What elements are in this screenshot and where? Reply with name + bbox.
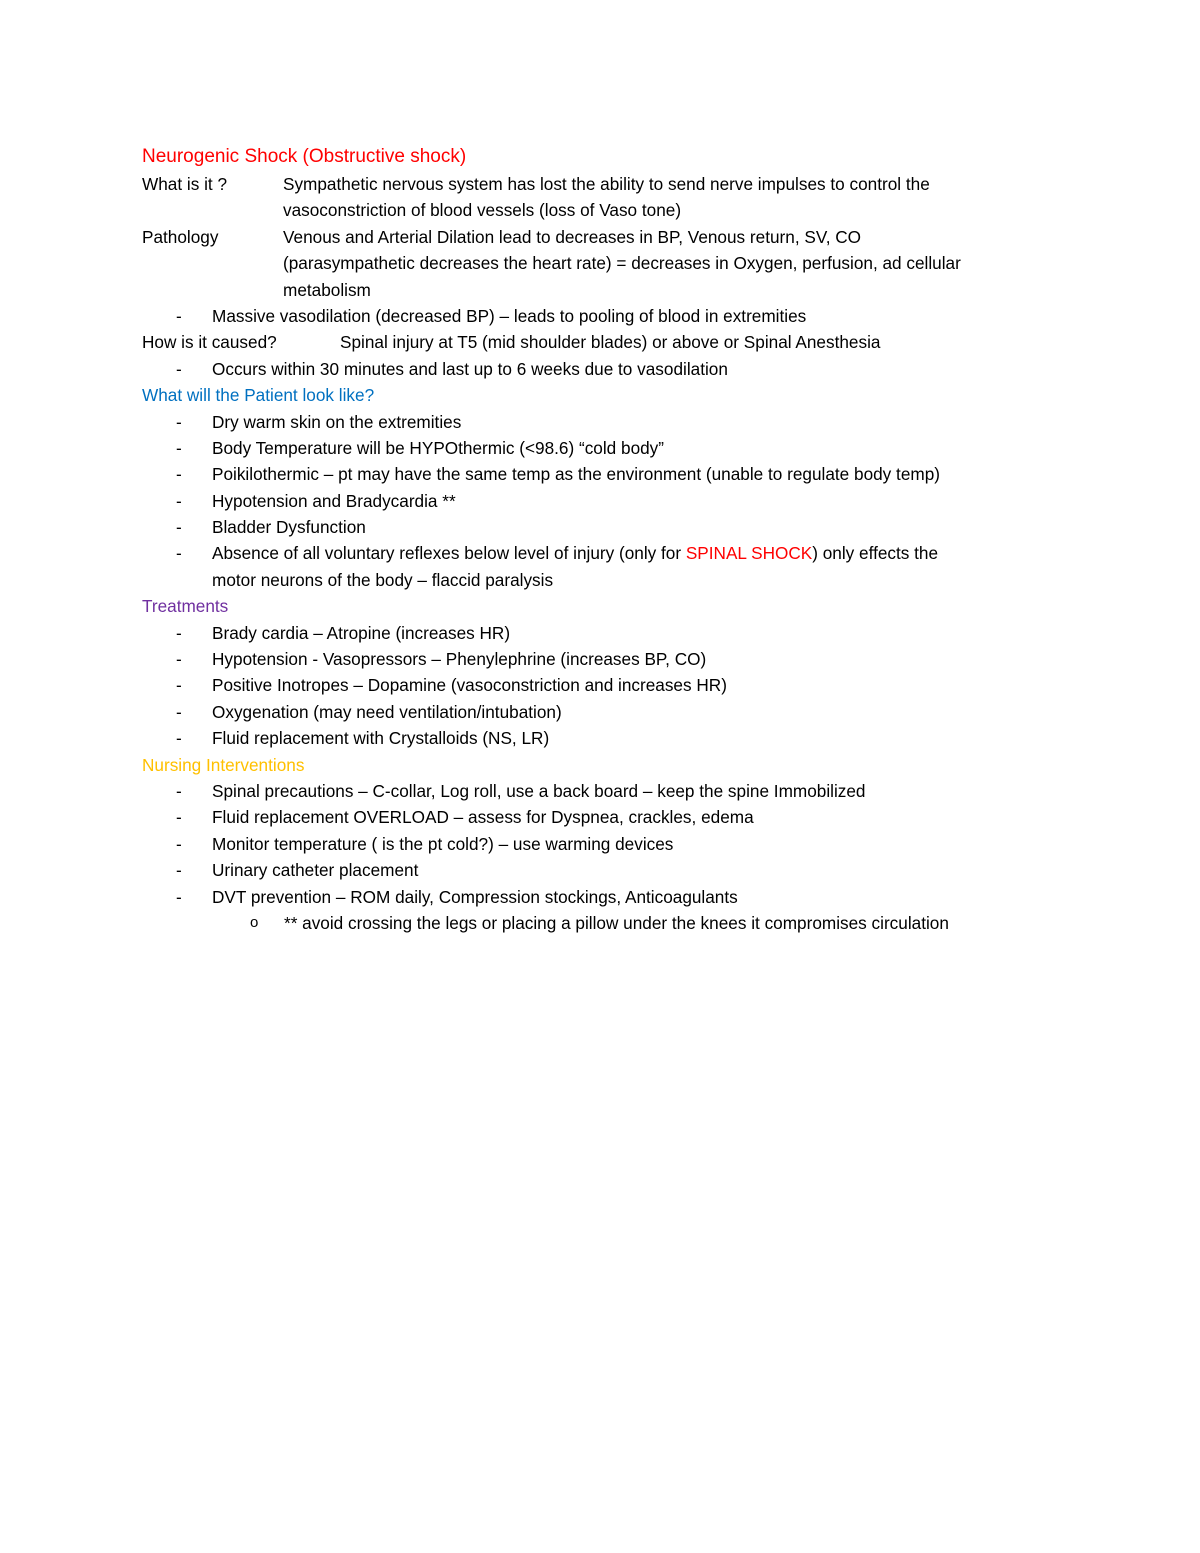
- list-item: [142, 356, 1072, 382]
- caused-text: Spinal injury at T5 (mid shoulder blades) or above or Spinal Anesthesia: [340, 332, 881, 353]
- what-is-it-label: What is it ?: [142, 174, 228, 194]
- list-item: [142, 646, 1072, 672]
- list-item: [142, 409, 1072, 435]
- treatment-bullet: Oxygenation (may need ventilation/intubation): [212, 701, 562, 722]
- patient-heading: What will the Patient look like?: [142, 385, 375, 406]
- treatment-bullet: Brady cardia – Atropine (increases HR): [212, 622, 511, 643]
- bullet-dash: -: [176, 860, 182, 881]
- document-content: [142, 143, 1072, 936]
- page-title: Neurogenic Shock (Obstructive shock): [142, 146, 467, 167]
- bullet-dash: -: [176, 543, 182, 564]
- bullet-dash: -: [176, 701, 182, 722]
- reflexes-text-before: Absence of all voluntary reflexes below level of injury (only for: [212, 543, 686, 564]
- bullet-dash: -: [176, 649, 182, 670]
- list-item: [142, 725, 1072, 751]
- nursing-bullet: Spinal precautions – C-collar, Log roll, use a back board – keep the spine Immobilized: [212, 780, 866, 801]
- bullet-dash: -: [176, 411, 182, 432]
- what-is-it-text-1: Sympathetic nervous system has lost the ability to send nerve impulses to control the: [283, 174, 930, 194]
- patient-bullet: Bladder Dysfunction: [212, 517, 366, 538]
- bullet-dash: -: [176, 886, 182, 907]
- pathology-bullet: Massive vasodilation (decreased BP) – leads to pooling of blood in extremities: [212, 305, 807, 326]
- caused-row: [142, 329, 1072, 355]
- sub-bullet-marker: o: [250, 913, 259, 931]
- list-item: [142, 804, 1072, 830]
- list-item: [142, 620, 1072, 646]
- bullet-dash: -: [176, 728, 182, 749]
- bullet-dash: -: [176, 833, 182, 854]
- list-item: [142, 699, 1072, 725]
- treatment-bullet: Hypotension - Vasopressors – Phenylephrine (increases BP, CO): [212, 649, 707, 670]
- list-item: [142, 488, 1072, 514]
- pathology-row: [142, 224, 1072, 250]
- list-item: [142, 884, 1072, 910]
- sub-list-item: [142, 910, 1072, 936]
- nursing-bullet: DVT prevention – ROM daily, Compression stockings, Anticoagulants: [212, 886, 738, 907]
- pathology-text-1: Venous and Arterial Dilation lead to decreases in BP, Venous return, SV, CO: [283, 226, 862, 247]
- nursing-bullet: Fluid replacement OVERLOAD – assess for Dyspnea, crackles, edema: [212, 807, 754, 828]
- list-item: [142, 672, 1072, 698]
- nursing-sub-bullet: ** avoid crossing the legs or placing a pillow under the knees it compromises circulation: [284, 912, 949, 933]
- bullet-dash: -: [176, 464, 182, 485]
- bullet-dash: -: [176, 358, 182, 379]
- list-item: [142, 461, 1072, 487]
- bullet-dash: -: [176, 437, 182, 458]
- bullet-dash: -: [176, 622, 182, 643]
- caused-bullet: Occurs within 30 minutes and last up to 6 weeks due to vasodilation: [212, 358, 728, 379]
- list-item: [142, 435, 1072, 461]
- patient-bullet: Body Temperature will be HYPOthermic (<98.6) “cold body”: [212, 437, 665, 458]
- what-is-it-row: [142, 171, 1072, 197]
- list-item: [142, 831, 1072, 857]
- list-item: [142, 778, 1072, 804]
- caused-label: How is it caused?: [142, 332, 277, 353]
- bullet-dash: -: [176, 305, 182, 326]
- pathology-text-3: metabolism: [283, 279, 371, 300]
- reflexes-text-after: ) only effects the: [812, 543, 939, 564]
- patient-bullet: Poikilothermic – pt may have the same temp as the environment (unable to regulate body temp): [212, 464, 940, 485]
- bullet-dash: -: [176, 780, 182, 801]
- list-item: [142, 514, 1072, 540]
- nursing-heading: Nursing Interventions: [142, 754, 305, 775]
- pathology-text-2: (parasympathetic decreases the heart rate) = decreases in Oxygen, perfusion, ad cellular: [283, 253, 961, 274]
- patient-bullet: Dry warm skin on the extremities: [212, 411, 462, 432]
- list-item: [142, 540, 1072, 566]
- treatment-bullet: Positive Inotropes – Dopamine (vasoconstriction and increases HR): [212, 675, 727, 696]
- what-is-it-text-2: vasoconstriction of blood vessels (loss of Vaso tone): [283, 200, 682, 221]
- reflexes-text-continued: motor neurons of the body – flaccid paralysis: [212, 569, 554, 590]
- nursing-bullet: Urinary catheter placement: [212, 860, 419, 881]
- list-item: [142, 303, 1072, 329]
- pathology-label: Pathology: [142, 226, 219, 247]
- spinal-shock-highlight: SPINAL SHOCK: [685, 543, 813, 564]
- patient-bullet: Hypotension and Bradycardia **: [212, 490, 456, 511]
- bullet-dash: -: [176, 490, 182, 511]
- treatment-bullet: Fluid replacement with Crystalloids (NS, LR): [212, 728, 550, 749]
- patient-bullet-reflexes: [212, 540, 938, 566]
- treatments-heading: Treatments: [142, 596, 229, 617]
- bullet-dash: -: [176, 517, 182, 538]
- bullet-dash: -: [176, 675, 182, 696]
- nursing-bullet: Monitor temperature ( is the pt cold?) – use warming devices: [212, 833, 674, 854]
- bullet-dash: -: [176, 807, 182, 828]
- list-item: [142, 857, 1072, 883]
